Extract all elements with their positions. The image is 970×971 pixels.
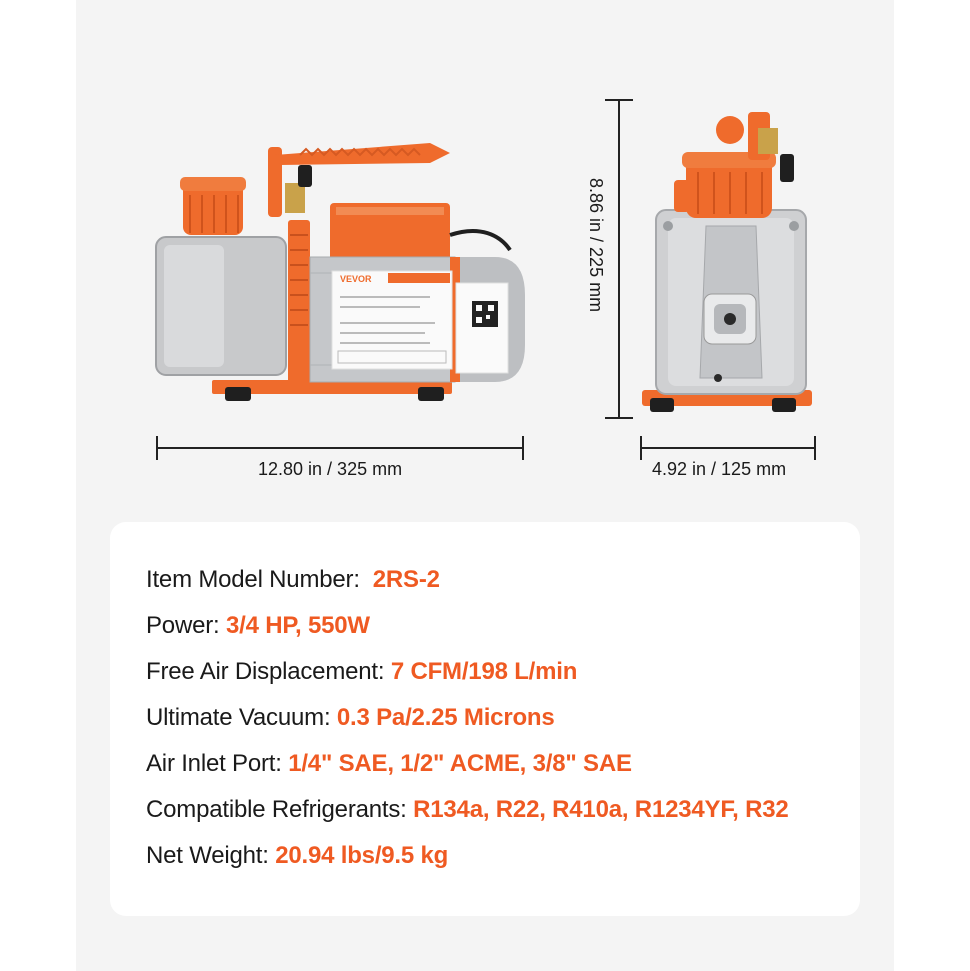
length-dimension-label: 12.80 in / 325 mm: [258, 459, 403, 479]
brand-logo: VEVOR: [340, 274, 372, 284]
width-dimension-label: 4.92 in / 125 mm: [652, 459, 787, 479]
spec-row-model: [146, 566, 440, 594]
length-dimension-line: [156, 447, 524, 449]
spec-value: 3/4 HP, 550W: [225, 612, 370, 639]
spec-row-power: [146, 612, 370, 640]
width-dimension-line: [640, 447, 816, 449]
width-dimension-cap-right: [814, 436, 816, 460]
spec-label: Air Inlet Port:: [146, 750, 282, 777]
spec-value: 2RS-2: [372, 566, 440, 593]
spec-row-air-displacement: [146, 658, 577, 686]
height-dimension-line: [618, 100, 620, 418]
spec-row-ultimate-vacuum: [146, 704, 555, 732]
spec-value: 0.3 Pa/2.25 Microns: [336, 704, 555, 731]
spec-value: 7 CFM/198 L/min: [390, 658, 578, 685]
height-dimension-cap-top: [605, 99, 633, 101]
height-dimension-label: 8.86 in / 225 mm: [586, 178, 606, 313]
pump-side-view-image: [150, 125, 530, 410]
length-dimension-cap-right: [522, 436, 524, 460]
spec-label: Net Weight:: [146, 842, 269, 869]
spec-value: R134a, R22, R410a, R1234YF, R32: [413, 796, 789, 823]
spec-row-refrigerants: [146, 796, 789, 824]
spec-label: Power:: [146, 612, 220, 639]
spec-label: Free Air Displacement:: [146, 658, 385, 685]
width-dimension-cap-left: [640, 436, 642, 460]
spec-card: [110, 522, 860, 916]
spec-label: Compatible Refrigerants:: [146, 796, 407, 823]
spec-label: Ultimate Vacuum:: [146, 704, 331, 731]
spec-value: 20.94 lbs/9.5 kg: [275, 842, 449, 869]
spec-row-air-inlet: [146, 750, 632, 778]
pump-front-view-image: [640, 108, 820, 418]
spec-row-net-weight: [146, 842, 448, 870]
spec-value: 1/4" SAE, 1/2" ACME, 3/8" SAE: [288, 750, 632, 777]
height-dimension-cap-bottom: [605, 417, 633, 419]
spec-label: Item Model Number:: [146, 566, 360, 593]
length-dimension-cap-left: [156, 436, 158, 460]
